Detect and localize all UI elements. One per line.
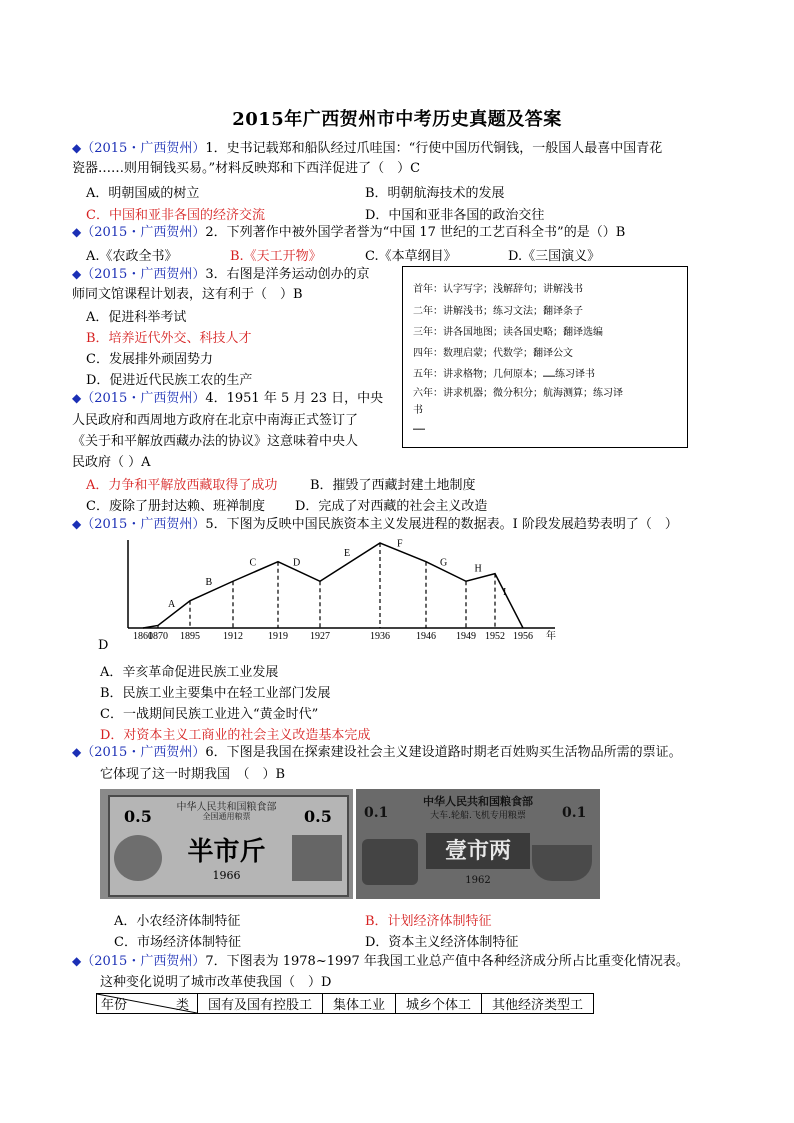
economy-share-table [96, 993, 594, 1014]
question-text: 5．下图为反映中国民族资本主义发展进程的数据表。I 阶段发展趋势表明了（ ） [205, 517, 678, 532]
x-tick-label: 1952 [485, 631, 505, 642]
question-2 [72, 223, 625, 242]
source-tag: （2015・广西贺州） [81, 745, 206, 760]
question-text: 3．右图是洋务运动创办的京 [205, 267, 370, 282]
question-text: 它体现了这一时期我国 （ ）B [100, 767, 286, 782]
question-1 [72, 139, 662, 158]
curriculum-row: 六年：讲求机器；微分积分；航海测算；练习译 [413, 388, 623, 399]
option-b: B．计划经济体制特征 [365, 914, 492, 929]
curriculum-row: 五年：讲求格物；几何原本；……练习译书 [413, 369, 596, 380]
option-a: A.《农政全书》 [86, 249, 178, 264]
x-tick-label: 1870 [148, 631, 168, 642]
coupon-main-text: 半市斤 [187, 837, 266, 867]
segment-label: G [440, 557, 448, 569]
diamond-icon: ◆ [72, 517, 82, 531]
option-b: B．培养近代外交、科技人才 [86, 331, 252, 346]
x-tick-label: 1949 [456, 631, 476, 642]
question-text: 7．下图表为 1978~1997 年我国工业总产值中各种经济成分所占比重变化情况表。 [205, 954, 689, 969]
diamond-icon: ◆ [72, 141, 82, 155]
question-5 [72, 515, 678, 534]
question-text: 2．下列著作中被外国学者誉为“中国 17 世纪的工艺百科全书”的是（）B [205, 225, 626, 240]
question-6 [72, 743, 682, 762]
question-text: 《关于和平解放西藏办法的协议》这意味着中央人 [72, 434, 359, 449]
option-d: D.《三国演义》 [508, 249, 601, 264]
curriculum-row: 四年：数理启蒙；代数学；翻译公文 [413, 348, 573, 359]
x-tick-label: 1927 [310, 631, 330, 642]
coupon-header: 中华人民共和国粮食部 [423, 795, 533, 808]
question-text: 6．下图是我国在探索建设社会主义建设道路时期老百姓购买生活物品所需的票证。 [205, 745, 682, 760]
coupon-subheader: 大车.轮船.飞机专用粮票 [430, 811, 526, 821]
diamond-icon: ◆ [72, 225, 82, 239]
diamond-icon: ◆ [72, 267, 82, 281]
option-a: A．促进科举考试 [86, 310, 187, 325]
curriculum-row: 三年：讲各国地图；读各国史略；翻译选编 [413, 327, 603, 338]
row-header: 年份 [101, 998, 128, 1013]
option-c: C．中国和亚非各国的经济交流 [86, 208, 265, 223]
curriculum-table [402, 266, 688, 448]
segment-label: F [397, 538, 403, 550]
curriculum-row: 书 [413, 405, 423, 416]
x-tick-label: 1860 [133, 631, 153, 642]
source-tag: （2015・广西贺州） [81, 267, 206, 282]
option-b: B．明朝航海技术的发展 [365, 186, 505, 201]
industry-development-chart [100, 535, 570, 655]
option-d: D．资本主义经济体制特征 [365, 935, 519, 950]
question-text: 这种变化说明了城市改革使我国（ ）D [100, 975, 332, 990]
source-tag: （2015・广西贺州） [81, 391, 206, 406]
coupon-header: 中华人民共和国粮食部 [176, 802, 277, 813]
source-tag: （2015・广西贺州） [81, 517, 206, 532]
option-d: D．完成了对西藏的社会主义改造 [295, 499, 488, 514]
column-header: 集体工业 [323, 994, 396, 1014]
answer-label: D [98, 638, 109, 653]
diagonal-header-cell [97, 994, 198, 1014]
column-header: 类 [175, 998, 189, 1013]
option-a: A．小农经济体制特征 [114, 914, 241, 929]
option-b: B.《天工开物》 [230, 249, 322, 264]
x-tick-label: 1919 [268, 631, 288, 642]
option-d: D．对资本主义工商业的社会主义改造基本完成 [100, 728, 371, 743]
option-a: A．辛亥革命促进民族工业发展 [100, 665, 279, 680]
diamond-icon: ◆ [72, 954, 82, 968]
question-text: 1．史书记载郑和船队经过爪哇国：“行使中国历代铜钱，一般国人最喜中国青花 [205, 141, 663, 156]
segment-label: B [205, 577, 213, 589]
trend-line [143, 543, 523, 628]
question-text: 师同文馆课程计划表，这有利于（ ）B [72, 287, 303, 302]
x-tick-label: 1936 [370, 631, 390, 642]
source-tag: （2015・广西贺州） [81, 954, 206, 969]
question-7 [72, 952, 689, 971]
option-d: D．促进近代民族工农的生产 [86, 373, 253, 388]
coupon-value: 0.1 [364, 805, 389, 821]
question-3 [72, 265, 370, 284]
segment-label: I [503, 586, 507, 598]
question-text: 4．1951 年 5 月 23 日，中央 [205, 391, 384, 406]
curriculum-row: 首年：认字写字；浅解辞句；讲解浅书 [413, 284, 583, 295]
page-title: 2015年广西贺州市中考历史真题及答案 [232, 109, 562, 130]
segment-label: D [293, 557, 301, 569]
x-tick-label: 1946 [416, 631, 436, 642]
option-c: C．一战期间民族工业进入“黄金时代” [100, 707, 319, 722]
coupon-subheader: 全国通用粮票 [202, 812, 251, 821]
coupon-value: 0.5 [304, 807, 332, 826]
segment-label: H [474, 563, 482, 575]
question-text: 人民政府和西周地方政府在北京中南海正式签订了 [72, 413, 359, 428]
segment-label: A [168, 599, 176, 611]
option-c: C．市场经济体制特征 [114, 935, 241, 950]
column-header: 城乡个体工 [396, 994, 482, 1014]
coupon-value: 0.5 [124, 807, 152, 826]
ration-coupon-one-liang [356, 789, 600, 899]
ration-coupon-half-jin [100, 789, 353, 899]
option-a: A．力争和平解放西藏取得了成功 [86, 478, 278, 493]
curriculum-row: …… [413, 422, 426, 433]
question-4 [72, 389, 383, 408]
coupon-year: 1962 [465, 875, 491, 886]
coupon-main-text: 壹市两 [444, 838, 511, 864]
coupon-year: 1966 [212, 869, 241, 882]
option-c: C.《本草纲目》 [365, 249, 457, 264]
table-header-row [97, 994, 594, 1014]
curriculum-row: 二年：讲解浅书；练习文法；翻译条子 [413, 306, 583, 317]
option-c: C．废除了册封达赖、班禅制度 [86, 499, 265, 514]
segment-label: E [344, 548, 351, 560]
column-header: 国有及国有控股工 [198, 994, 323, 1014]
source-tag: （2015・广西贺州） [81, 225, 206, 240]
option-b: B．民族工业主要集中在轻工业部门发展 [100, 686, 331, 701]
question-text: 瓷器……则用铜钱买易。”材料反映郑和下西洋促进了（ ）C [72, 161, 421, 176]
x-tick-label: 1956 [513, 631, 533, 642]
coupon-value: 0.1 [562, 805, 587, 821]
segment-label: C [249, 557, 257, 569]
option-d: D．中国和亚非各国的政治交往 [365, 208, 545, 223]
diamond-icon: ◆ [72, 745, 82, 759]
column-header: 其他经济类型工 [482, 994, 594, 1014]
option-a: A．明朝国威的树立 [86, 186, 200, 201]
x-tick-label: 1912 [223, 631, 243, 642]
question-text: 民政府（ ）A [72, 455, 151, 470]
option-c: C．发展排外顽固势力 [86, 352, 213, 367]
x-unit-label: 年 [546, 631, 556, 642]
diamond-icon: ◆ [72, 391, 82, 405]
source-tag: （2015・广西贺州） [81, 141, 206, 156]
option-b: B．摧毁了西藏封建土地制度 [310, 478, 476, 493]
x-tick-label: 1895 [180, 631, 200, 642]
